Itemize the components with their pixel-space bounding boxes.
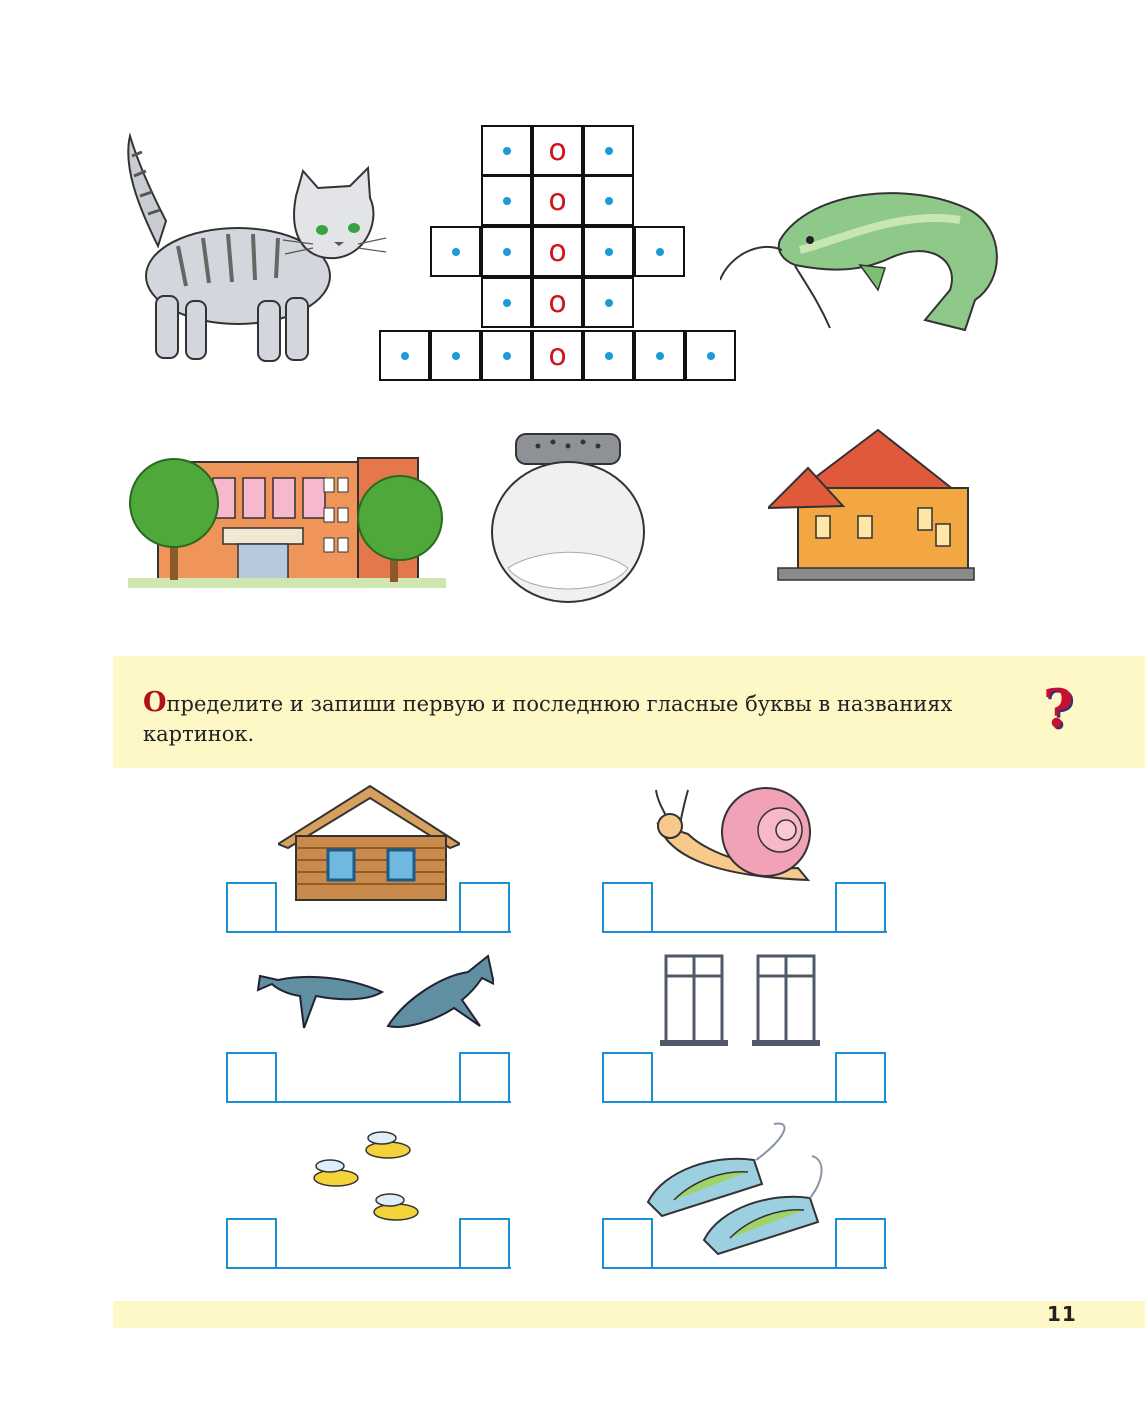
dot-marker [452,352,460,360]
crossword-cell [583,175,634,226]
crossword-cell [634,330,685,381]
dot-marker [707,352,715,360]
dot-marker [605,299,613,307]
crossword-letter: о [548,338,567,373]
first-vowel-box[interactable] [602,1218,653,1269]
dot-marker [503,147,511,155]
crossword-cell [532,277,583,328]
crossword-letter: о [548,285,567,320]
crossword-grid [0,0,567,373]
dot-marker [503,248,511,256]
last-vowel-box[interactable] [835,1052,886,1103]
first-vowel-box[interactable] [226,1052,277,1103]
cat-picture [118,126,388,371]
crossword-cell [379,330,430,381]
last-vowel-box[interactable] [459,882,510,933]
crossword-cell [583,277,634,328]
snail-picture [648,784,818,888]
crossword-letter: о [548,133,567,168]
first-vowel-box[interactable] [226,882,277,933]
crossword-cell [532,175,583,226]
crossword-cell [430,330,481,381]
last-vowel-box[interactable] [835,882,886,933]
wasps-picture [300,1128,430,1240]
salt-shaker-picture [488,428,648,604]
dot-marker [503,299,511,307]
crossword-cell [532,125,583,176]
first-vowel-box[interactable] [602,882,653,933]
log-hut-picture [278,782,460,902]
footer-band [113,1301,1145,1328]
crossword-cell [685,330,736,381]
last-vowel-box[interactable] [459,1218,510,1269]
house-picture [768,428,984,590]
first-vowel-box[interactable] [602,1052,653,1103]
dot-marker [656,352,664,360]
dot-marker [452,248,460,256]
crossword-cell [583,330,634,381]
task-instruction [143,688,1033,749]
page-number: 11 [1047,1302,1077,1326]
crossword-letter: о [548,183,567,218]
crossword-cell [481,175,532,226]
first-vowel-box[interactable] [226,1218,277,1269]
question-mark-icon: ? [1043,679,1074,740]
crossword-cell [481,226,532,277]
windows-picture [660,952,822,1048]
dot-marker [656,248,664,256]
dot-marker [401,352,409,360]
crossword-cell [481,277,532,328]
crossword-letter: о [548,234,567,269]
dot-marker [605,352,613,360]
irons-picture [644,1120,826,1255]
dot-marker [503,352,511,360]
school-picture [128,448,446,593]
task-text: пределите и запиши первую и последнюю гласные буквы в названиях картинок. [143,692,953,746]
task-first-letter: О [143,687,167,718]
dot-marker [605,197,613,205]
crossword-cell [532,330,583,381]
last-vowel-box[interactable] [835,1218,886,1269]
catfish-picture [720,180,1005,335]
crossword-cell [583,226,634,277]
last-vowel-box[interactable] [459,1052,510,1103]
crossword-cell [583,125,634,176]
dot-marker [503,197,511,205]
crossword-cell [430,226,481,277]
crossword-cell [481,125,532,176]
dot-marker [605,147,613,155]
crossword-cell [634,226,685,277]
crossword-cell [481,330,532,381]
dot-marker [605,248,613,256]
crossword-cell [532,226,583,277]
sharks-picture [256,946,494,1036]
